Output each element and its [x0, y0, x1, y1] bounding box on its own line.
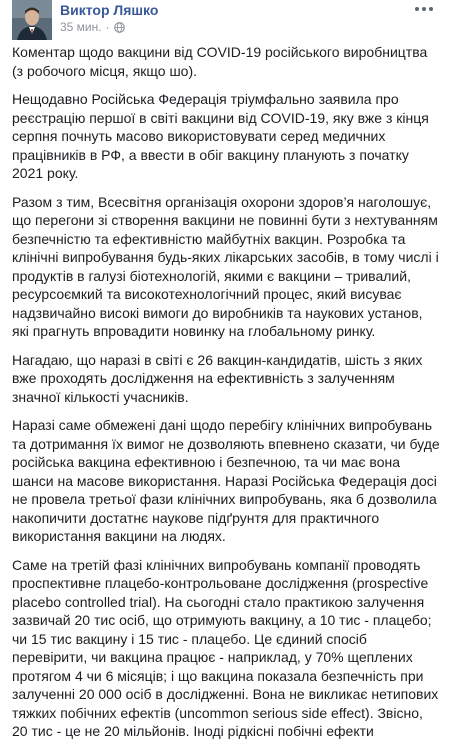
post-paragraph: Нагадаю, що наразі в світі є 26 вакцин-кандидатів, шість з яких вже проходять дослідження на ефективність з залученням значної кількості учасників.: [12, 351, 423, 405]
post-paragraph: Коментар щодо вакцини від COVID-19 російського виробництва (з робочого місця, якщо шо).: [12, 44, 428, 79]
dot-separator: ·: [105, 20, 110, 34]
post-timestamp[interactable]: 35 мин.: [60, 20, 102, 34]
post-header: [12, 0, 438, 40]
post-paragraph: Разом з тим, Всесвітня організація охорони здоров’я наголошує, що перегони зі створення вакцини не повинні бути з нехтуванням безпечністю та ефективністю майбутніх вакцин. Розробка та клінічні випробування будь-яких лікарських засобів, в тому числі і продуктів в галузі біотехнологій, якими є вакцини – тривалий, ресурсоємкий та високотехнологічний процес, який висуває надзвичайно високі вимоги до виробників та наукових установ, які прагнуть впровадити новинку на глобальному ринку.: [12, 193, 439, 339]
post-paragraph: Саме на третій фазі клінічних випробувань компанії проводять проспективне плацебо-контрольоване дослідження (prospective placebo controlled trial). На сьогодні стало практикою залучення зазвичай 20 тис осіб, що отримують вакцину, а 10 тис - плацебо; чи 15 тис вакцину і 15 тис - плацебо. Це єдиний спосіб перевірити, чи вакцина працює - наприклад, у 70% щеплених протягом 4 чи 6 місяців; і що вакцина показала безпечність при залученні 20 000 осіб в дослідженні. Вона не викликає нетипових тяжких побічних ефектів (uncommon serious side effect). Звісно, 20 тис - це не 20 мільйонів. Іноді рідкісні побічні ефекти: [12, 556, 439, 739]
avatar[interactable]: [12, 0, 52, 40]
more-options-icon[interactable]: [412, 2, 436, 16]
post-meta: [60, 20, 125, 34]
post-body: [12, 43, 440, 751]
globe-icon: [114, 22, 125, 33]
post-paragraph: Нещодавно Російська Федерація тріумфально заявила про реєстрацію першої в світі вакцини від COVID-19, яку вже з кінця серпня почнуть масово використовувати серед медичних працівників в РФ, а ввести в обіг вакцину планують з початку 2021 року.: [12, 91, 429, 181]
author-name[interactable]: Виктор Ляшко: [60, 2, 159, 18]
post-paragraph: Наразі саме обмежені дані щодо перебігу клінічних випробувань та дотримання їх вимог не дозволяють впевнено сказати, чи буде російська вакцина ефективною і безпечною, та чи має вона шанси на масове використання. Наразі Російська Федерація досі не провела третьої фази клінічних випробувань, яка б дозволила накопичити достатнє наукове підґрунтя для практичного використання вакцини на людях.: [12, 417, 440, 544]
